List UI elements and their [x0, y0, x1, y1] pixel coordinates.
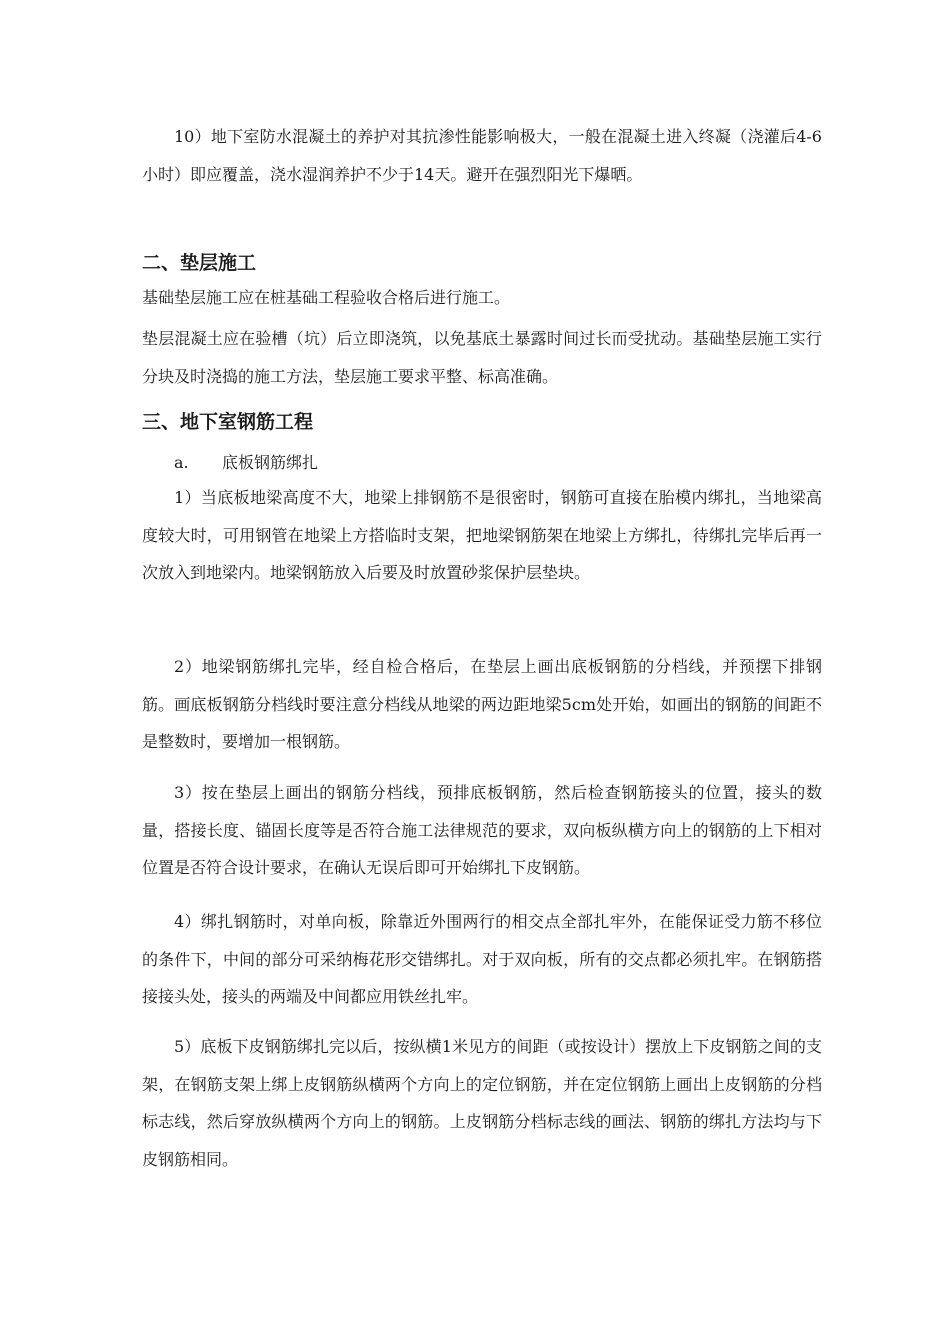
paragraph-rebar-5: 5）底板下皮钢筋绑扎完以后，按纵横1米见方的间距（或按设计）摆放上下皮钢筋之间的支架，在钢筋支架上绑上皮钢筋纵横两个方向上的定位钢筋，并在定位钢筋上画出上皮钢筋的分档标志线，然后穿放纵横两个方向上的钢筋。上皮钢筋分档标志线的画法、钢筋的绑扎方法均与下皮钢筋相同。	[142, 1037, 822, 1169]
heading-basement-rebar: 三、地下室钢筋工程	[142, 411, 314, 433]
paragraph-rebar-2: 2）地梁钢筋绑扎完毕，经自检合格后，在垫层上画出底板钢筋的分档线，并预摆下排钢筋。画底板钢筋分档线时要注意分档线从地梁的两边距地梁5cm处开始，如画出的钢筋的间距不是整数时，要增加一根钢筋。	[142, 657, 822, 751]
subheading-text: 底板钢筋绑扎	[222, 453, 319, 472]
paragraph-cushion-2: 垫层混凝土应在验槽（坑）后立即浇筑，以免基底土暴露时间过长而受扰动。基础垫层施工实行分块及时浇捣的施工方法，垫层施工要求平整、标高准确。	[142, 329, 822, 386]
paragraph-cushion-1: 基础垫层施工应在桩基础工程验收合格后进行施工。	[142, 288, 511, 307]
paragraph-rebar-1: 1）当底板地梁高度不大，地梁上排钢筋不是很密时，钢筋可直接在胎模内绑扎，当地梁高度较大时，可用钢管在地梁上方搭临时支架，把地梁钢筋架在地梁上方绑扎，待绑扎完毕后再一次放入到地梁内。地梁钢筋放入后要及时放置砂浆保护层垫块。	[142, 488, 822, 582]
subheading-label: a.	[174, 453, 189, 472]
paragraph-rebar-4: 4）绑扎钢筋时，对单向板，除靠近外围两行的相交点全部扎牢外，在能保证受力筋不移位的条件下，中间的部分可采纳梅花形交错绑扎。对于双向板，所有的交点都必须扎牢。在钢筋搭接接头处，接头的两端及中间都应用铁丝扎牢。	[142, 912, 822, 1006]
heading-cushion-construction: 二、垫层施工	[142, 252, 257, 274]
paragraph-waterproof-curing: 10）地下室防水混凝土的养护对其抗渗性能影响极大，一般在混凝土进入终凝（浇灌后4-6小时）即应覆盖，浇水湿润养护不少于14天。避开在强烈阳光下爆晒。	[142, 127, 822, 184]
paragraph-rebar-3: 3）按在垫层上画出的钢筋分档线，预排底板钢筋，然后检查钢筋接头的位置，接头的数量，搭接长度、锚固长度等是否符合施工法律规范的要求，双向板纵横方向上的钢筋的上下相对位置是否符合设计要求，在确认无误后即可开始绑扎下皮钢筋。	[142, 783, 822, 877]
subheading-slab-rebar	[174, 450, 318, 476]
